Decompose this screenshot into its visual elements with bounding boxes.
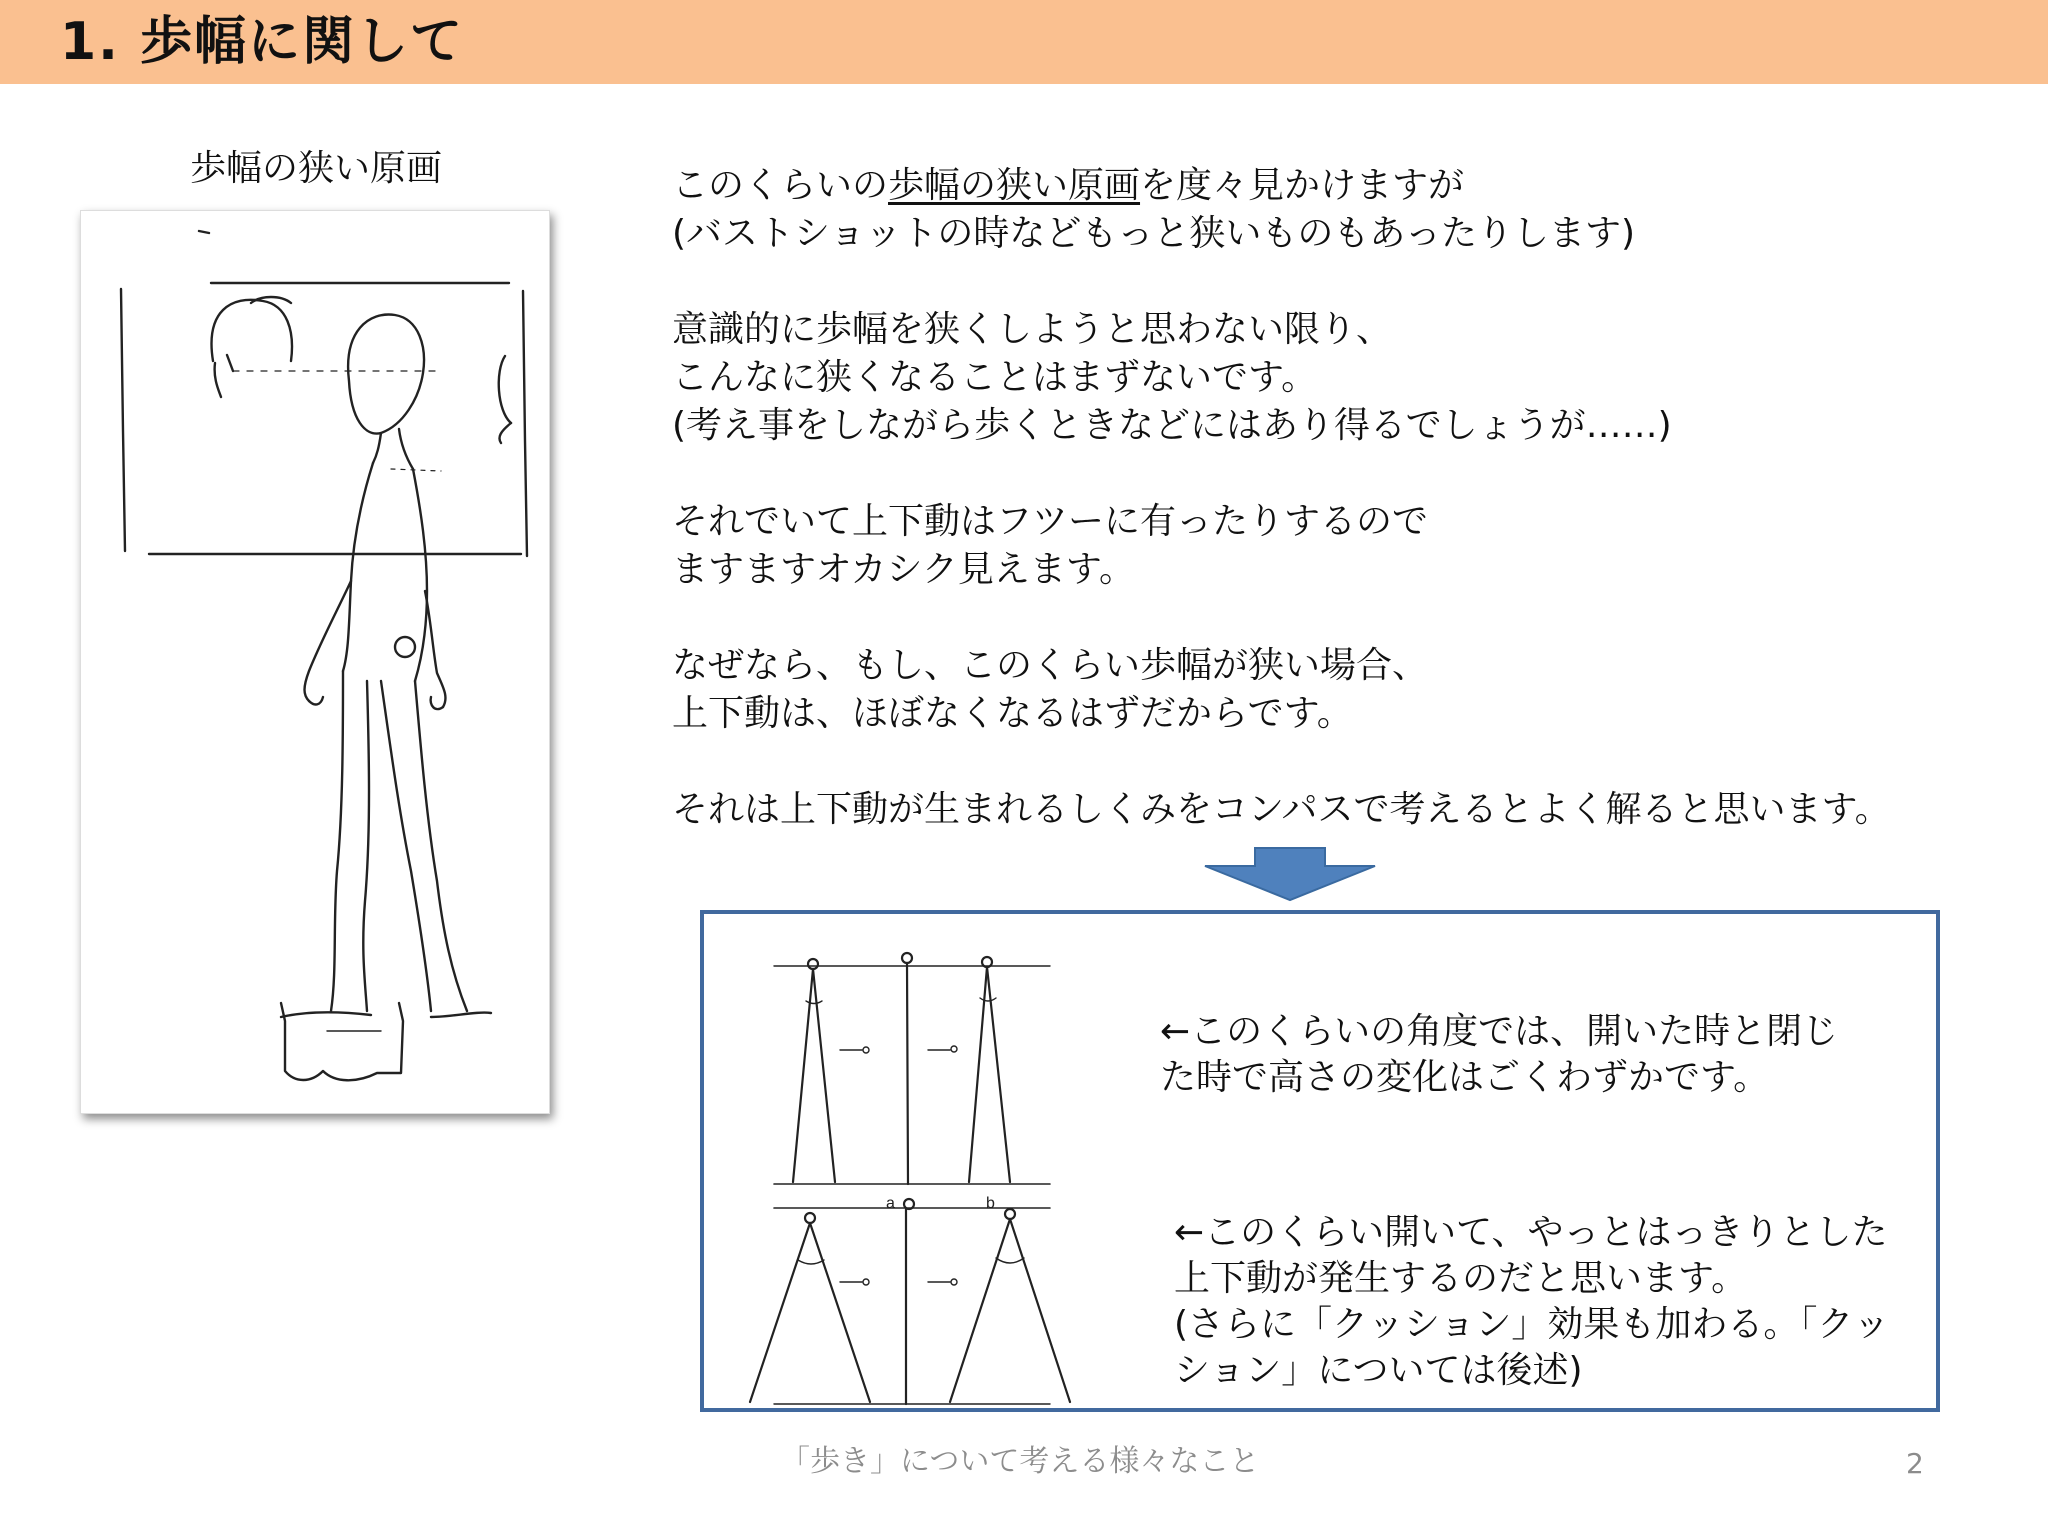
text-line: 上下動が発生するのだと思います。 [1174, 1258, 1748, 1299]
title-bar [0, 0, 2048, 84]
text-fragment: このくらいの [672, 165, 889, 206]
text-line: それでいて上下動はフツーに有ったりするので [672, 501, 1429, 542]
explanation-text [672, 162, 1992, 882]
text-line: ←このくらい開いて、やっとはっきりとした [1174, 1212, 1888, 1253]
walking-sketch-figure [80, 210, 550, 1114]
paragraph-2 [672, 306, 1992, 450]
text-line: ←このくらいの角度では、開いた時と閉じ [1160, 1011, 1839, 1052]
figure-caption: 歩幅の狭い原画 [190, 148, 443, 189]
text-line: こんなに狭くなることはまずないです。 [672, 357, 1318, 398]
page-title: 1. 歩幅に関して [60, 12, 465, 72]
text-line: なぜなら、もし、このくらい歩幅が狭い場合、 [672, 645, 1429, 686]
label-b: b [986, 1195, 995, 1212]
text-line: (さらに「クッション」効果も加わる。「クッ [1174, 1304, 1890, 1345]
paragraph-4 [672, 642, 1992, 738]
text-line: た時で高さの変化はごくわずかです。 [1160, 1057, 1770, 1098]
text-line: それは上下動が生まれるしくみをコンパスで考えるとよく解ると思います。 [672, 789, 1891, 830]
paragraph-1 [672, 162, 1992, 258]
text-line: ション」については後述) [1174, 1350, 1583, 1391]
text-line [672, 162, 1992, 210]
paragraph-5 [672, 786, 1992, 834]
text-line: 上下動は、ほぼなくなるはずだからです。 [672, 693, 1353, 734]
underlined-term: 歩幅の狭い原画 [888, 165, 1141, 206]
page-number: 2 [1906, 1447, 1924, 1480]
compass-diagram [734, 946, 1084, 1406]
down-arrow-icon [1200, 846, 1380, 902]
text-line: 意識的に歩幅を狭くしようと思わない限り、 [672, 309, 1393, 350]
footer-title: 「歩き」について考える様々なこと [780, 1444, 1260, 1479]
diagram-note-narrow [1160, 1009, 1838, 1101]
text-line: ますますオカシク見えます。 [672, 549, 1135, 590]
text-line: (バストショットの時などもっと狭いものもあったりします) [672, 213, 1636, 254]
text-fragment: を度々見かけますが [1140, 165, 1465, 206]
text-line: (考え事をしながら歩くときなどにはあり得るでしょうが……) [672, 405, 1672, 446]
paragraph-3 [672, 498, 1992, 594]
label-a: a [886, 1195, 895, 1212]
diagram-note-wide [1174, 1210, 1889, 1394]
